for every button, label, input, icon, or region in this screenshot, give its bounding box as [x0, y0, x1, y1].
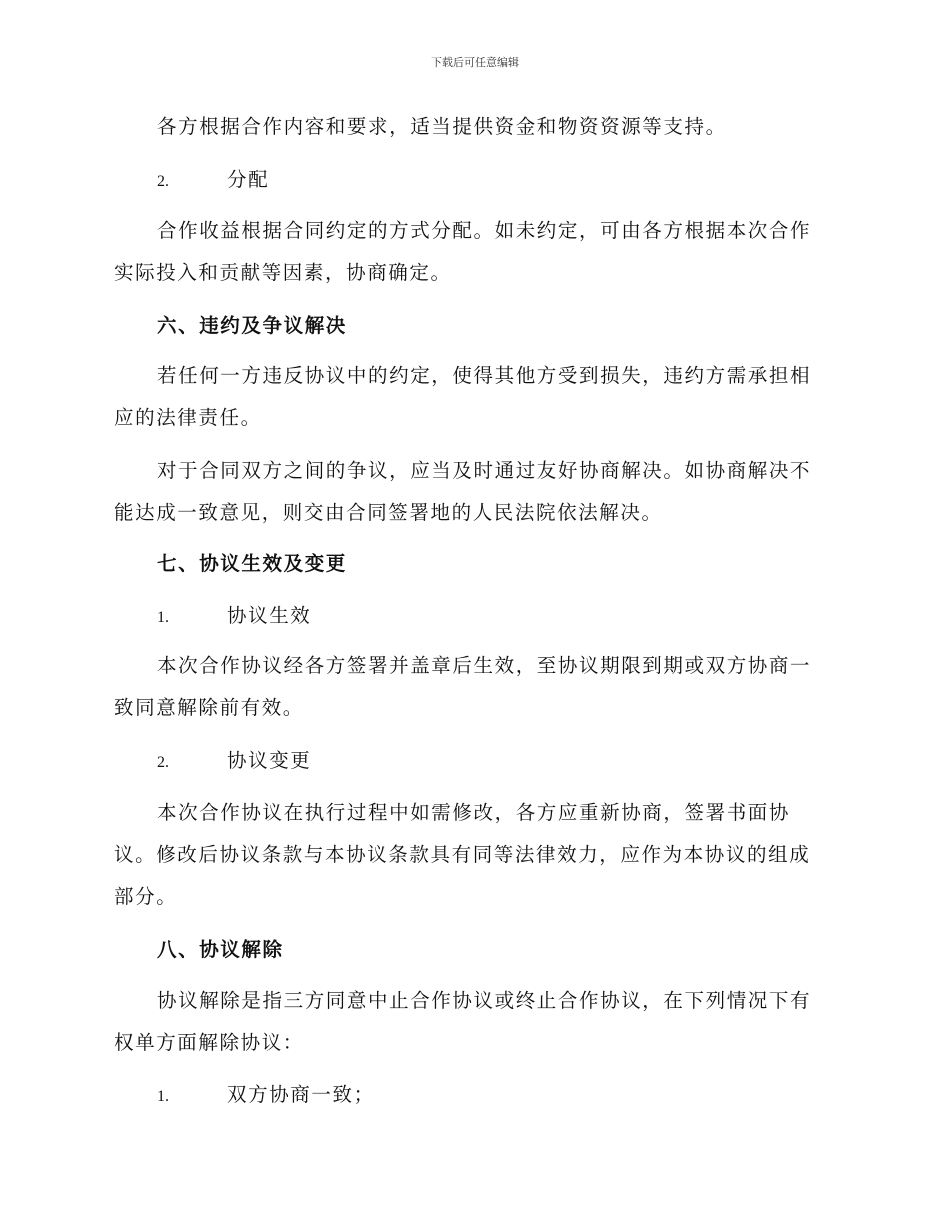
paragraph-amendment: 本次合作协议在执行过程中如需修改，各方应重新协商，签署书面协议。修改后协议条款与本协议条款具有同等法律效力，应作为本协议的组成部分。 — [114, 801, 811, 908]
section-heading-6: 六、违约及争议解决 — [157, 314, 347, 337]
list-text: 双方协商一致； — [227, 1083, 375, 1106]
list-number: 2. — [157, 173, 169, 190]
list-item-amendment — [157, 748, 311, 776]
section-heading-8: 八、协议解除 — [157, 938, 284, 961]
list-text: 协议生效 — [227, 604, 312, 627]
list-number: 1. — [157, 1088, 169, 1105]
list-number: 2. — [157, 754, 169, 771]
paragraph-support: 各方根据合作内容和要求，适当提供资金和物资资源等支持。 — [157, 115, 727, 138]
list-number: 1. — [157, 609, 169, 626]
page-header: 下载后可任意编辑 — [431, 56, 519, 69]
list-item-effective — [157, 603, 311, 631]
paragraph-dispute: 对于合同双方之间的争议，应当及时通过友好协商解决。如协商解决不能达成一致意见，则交由合同签署地的人民法院依法解决。 — [114, 459, 812, 524]
list-item-distribution — [157, 167, 269, 195]
list-item-mutual-agreement — [157, 1082, 375, 1110]
list-text: 分配 — [227, 168, 270, 191]
paragraph-distribution: 合作收益根据合同约定的方式分配。如未约定，可由各方根据本次合作实际投入和贡献等因素，协商确定。 — [114, 219, 812, 284]
paragraph-effective: 本次合作协议经各方签署并盖章后生效，至协议期限到期或双方协商一致同意解除前有效。 — [114, 654, 812, 719]
paragraph-termination: 协议解除是指三方同意中止合作协议或终止合作协议，在下列情况下有权单方面解除协议： — [114, 989, 812, 1054]
paragraph-breach: 若任何一方违反协议中的约定，使得其他方受到损失，违约方需承担相应的法律责任。 — [114, 364, 812, 429]
section-heading-7: 七、协议生效及变更 — [157, 552, 347, 575]
list-text: 协议变更 — [227, 749, 312, 772]
